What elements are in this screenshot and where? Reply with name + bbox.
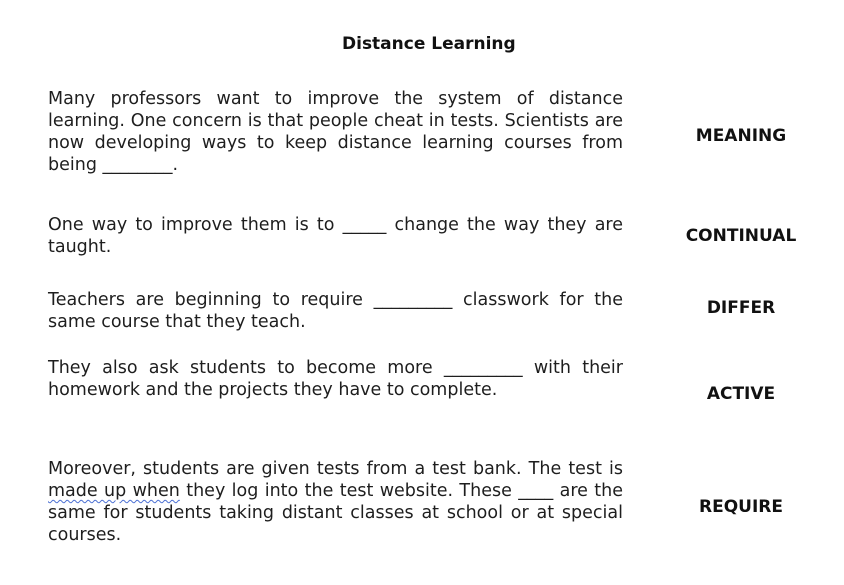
keyword-require: REQUIRE bbox=[699, 497, 783, 517]
keyword-meaning: MEANING bbox=[695, 126, 787, 146]
paragraph-5 bbox=[48, 458, 623, 546]
paragraph-2: One way to improve them is to _____ change the way they are taught. bbox=[48, 215, 623, 257]
page-title: Distance Learning bbox=[342, 34, 516, 54]
keyword-differ: DIFFER bbox=[706, 298, 776, 318]
paragraph-5-text-before: Moreover, students are given tests from a test bank. The test is bbox=[48, 459, 623, 479]
keyword-active: ACTIVE bbox=[706, 384, 776, 404]
paragraph-4: They also ask students to become more _________ with their homework and the projects they have to complete. bbox=[48, 358, 623, 400]
grammar-flagged-phrase[interactable]: made up when bbox=[48, 481, 180, 501]
paragraph-3: Teachers are beginning to require _________ classwork for the same course that they teach. bbox=[48, 290, 623, 332]
paragraph-1: Many professors want to improve the system of distance learning. One concern is that people cheat in tests. Scientists are now developing ways to keep distance learning courses from being ________. bbox=[48, 89, 623, 175]
keyword-continual: CONTINUAL bbox=[685, 226, 797, 246]
paragraph-5-text-after: they log into the test website. These ____ are the same for students taking distant classes at school or at special courses. bbox=[48, 481, 623, 545]
